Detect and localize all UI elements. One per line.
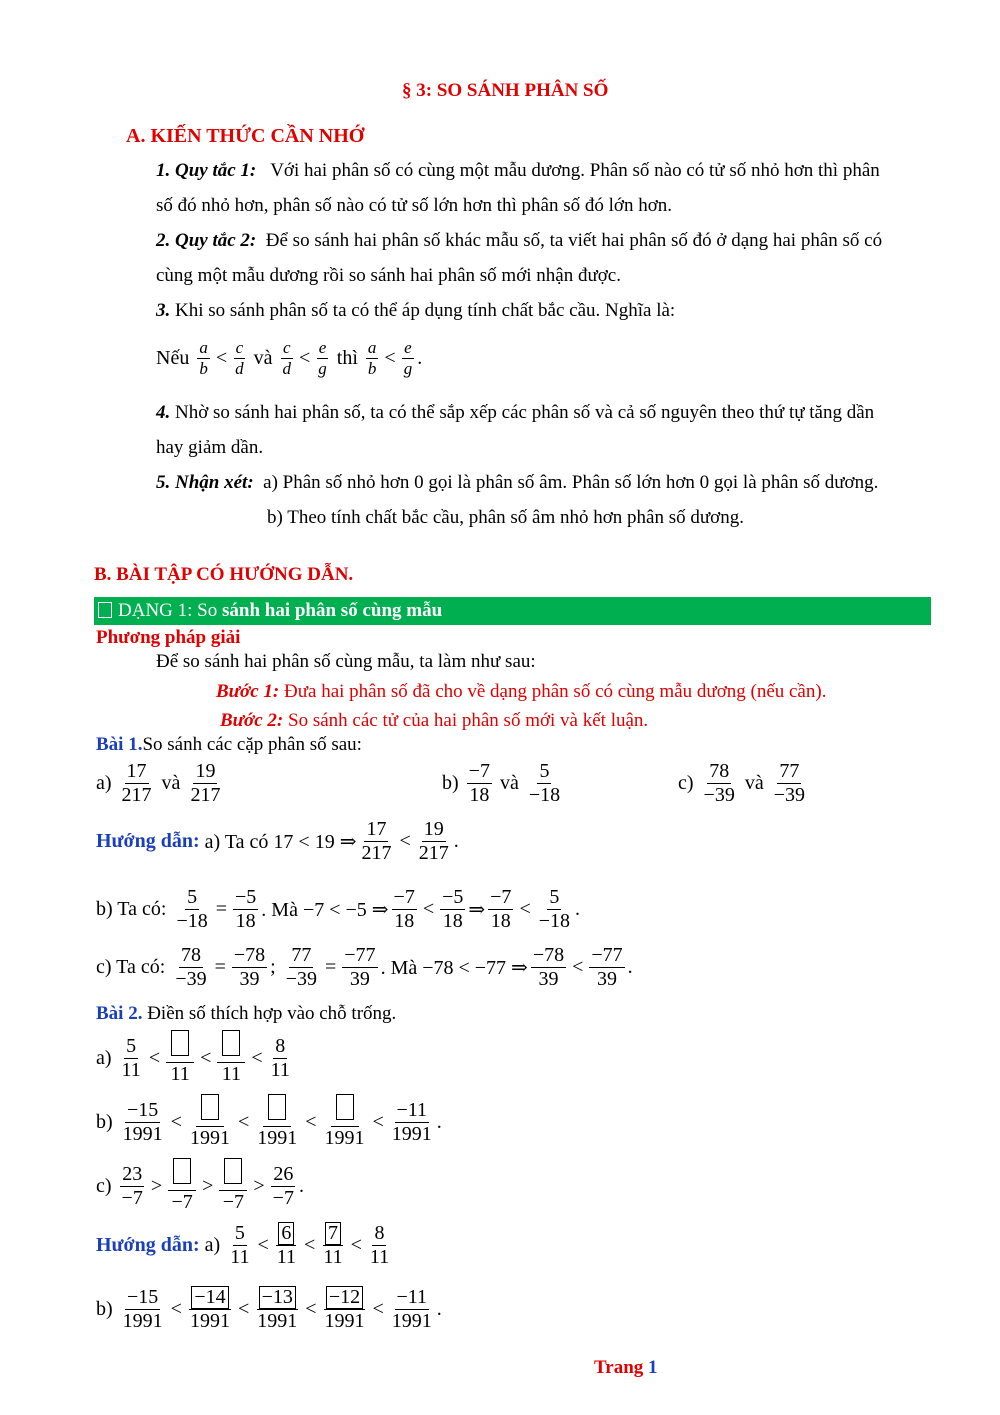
fraction: 17 217 <box>361 818 392 864</box>
formula-thi: thì <box>336 346 358 369</box>
page-title: § 3: SO SÁNH PHÂN SỐ <box>402 80 609 101</box>
blank-box[interactable] <box>201 1094 219 1120</box>
fraction: 26 −7 <box>272 1162 294 1209</box>
fraction: 17 217 <box>121 760 152 806</box>
fraction: −15 1991 <box>122 1098 163 1145</box>
bai2-a: a) 5 11 < 11 < 11 < 8 11 <box>96 1030 295 1086</box>
bai2-c: c) 23 −7 > −7 > −7 > 26 −7 . <box>96 1158 304 1214</box>
fraction: −7 18 <box>468 760 490 806</box>
fraction: −7 18 <box>490 886 512 932</box>
method-intro: Để so sánh hai phân số cùng mẫu, ta làm như sau: <box>156 651 536 672</box>
fraction-blank: −7 <box>219 1158 247 1214</box>
fraction-e-g: e g <box>318 338 327 378</box>
rule5-line1 <box>156 472 878 494</box>
fraction: $\frac{-78}{39}$ <box>233 944 266 990</box>
fraction: $\frac{-5}{18}$ <box>235 886 257 932</box>
fraction: $\frac{77}{-39}$ <box>285 944 317 990</box>
section-a-heading: A. KIẾN THỨC CẦN NHỚ <box>126 125 365 147</box>
rule1-text: Với hai phân số có cùng một mẫu dương. Phân số nào có tử số nhỏ hơn thì phân <box>270 160 880 181</box>
fraction-blank: 11 <box>217 1030 245 1086</box>
bai2-hd-label: Hướng dẫn: <box>96 1234 200 1256</box>
fraction: 77 −39 <box>773 760 805 806</box>
fraction-filled: −12 1991 <box>324 1286 365 1332</box>
step2 <box>220 710 648 732</box>
banner-bold: sánh hai phân số cùng mẫu <box>221 600 443 621</box>
fraction: −5 18 <box>442 886 464 932</box>
rule1-label: 1. Quy tắc 1: <box>156 160 257 181</box>
bai1-b: b) −7 18 và 5 −18 <box>442 760 561 806</box>
bai2-heading <box>96 1003 396 1025</box>
blank-box[interactable] <box>224 1158 242 1184</box>
blank-box[interactable] <box>268 1094 286 1120</box>
formula-va: và <box>253 346 273 369</box>
step1-text: Đưa hai phân số đã cho về dạng phân số có cùng mẫu dương (nếu cần). <box>284 681 827 702</box>
step1 <box>216 681 826 703</box>
step1-label: Bước 1: <box>216 681 280 702</box>
fraction-filled: 6 11 <box>276 1222 297 1268</box>
bai1-label: Bài 1. <box>96 734 143 755</box>
rule5-b: b) Theo tính chất bắc cầu, phân số âm nhỏ hơn phân số dương. <box>267 507 744 528</box>
formula-neu: Nếu <box>156 346 190 369</box>
fraction: 19 217 <box>418 818 449 864</box>
rule4-line1 <box>156 402 874 424</box>
fraction: 5 11 <box>121 1034 141 1081</box>
fraction: 78 −39 <box>703 760 735 806</box>
rule2-line1 <box>156 230 882 252</box>
fraction-blank: 1991 <box>188 1094 232 1150</box>
footer-trang: Trang <box>594 1357 644 1378</box>
fraction-filled: −13 1991 <box>257 1286 298 1332</box>
bai1-hd-b: b) Ta có: $\frac{5}{-18}$ = $\frac{-5}{18}$ . Mà −7 < −5 ⇒ −7 18 < −5 18 ⇒ −7 18 < 5 −18 . <box>96 886 580 932</box>
fraction: 5 −18 <box>528 760 561 806</box>
bai1-c: c) 78 −39 và 77 −39 <box>678 760 805 806</box>
bai2-hd-b: b) −15 1991 < −14 1991 < −13 1991 < −12 1991 < −11 1991 . <box>96 1286 442 1332</box>
fraction: $\frac{5}{-18}$ <box>176 886 208 932</box>
rule1-line2: số đó nhỏ hơn, phân số nào có tử số lớn hơn thì phân số đó lớn hơn. <box>156 195 672 216</box>
blank-box[interactable] <box>336 1094 354 1120</box>
checkbox-icon <box>98 602 112 618</box>
bai2-hd-a: Hướng dẫn: a) 5 11 < 6 11 < 7 11 < 8 11 <box>96 1222 390 1268</box>
rule2-line2: cùng một mẫu dương rồi so sánh hai phân số mới nhận được. <box>156 265 621 286</box>
fraction: −7 18 <box>393 886 415 932</box>
bai1-hd-label: Hướng dẫn: <box>96 830 200 852</box>
fraction: $\frac{78}{-39}$ <box>175 944 207 990</box>
bai2-text: Điền số thích hợp vào chỗ trống. <box>147 1003 397 1024</box>
page-footer <box>594 1357 658 1379</box>
rule4-line2: hay giảm dần. <box>156 437 264 458</box>
fraction-c-d: c d <box>235 338 244 378</box>
fraction-blank: 1991 <box>323 1094 367 1150</box>
bai2-label: Bài 2. <box>96 1003 143 1024</box>
fraction-filled: 7 11 <box>323 1222 343 1268</box>
rule5-label: 5. Nhận xét: <box>156 472 254 493</box>
dang1-banner <box>94 597 931 625</box>
rule4-text: Nhờ so sánh hai phân số, ta có thể sắp xếp các phân số và cả số nguyên theo thứ tự tăng dần <box>175 402 875 423</box>
page-number: 1 <box>648 1357 658 1378</box>
fraction: −11 1991 <box>391 1286 432 1332</box>
fraction: 19 217 <box>190 760 221 806</box>
rule5-a: a) Phân số nhỏ hơn 0 gọi là phân số âm. Phân số lớn hơn 0 gọi là phân số dương. <box>263 472 879 493</box>
rule1-line1 <box>156 160 880 182</box>
blank-box[interactable] <box>173 1158 191 1184</box>
rule3-text: Khi so sánh phân số ta có thể áp dụng tính chất bắc cầu. Nghĩa là: <box>175 300 676 321</box>
fraction: 8 11 <box>369 1222 390 1268</box>
bai2-b: b) −15 1991 < 1991 < 1991 < 1991 < −11 1991 . <box>96 1094 442 1150</box>
fraction-c-d-2: c d <box>282 338 291 378</box>
rule2-label: 2. Quy tắc 2: <box>156 230 257 251</box>
fraction-a-b: a b <box>199 338 208 378</box>
fraction: 23 −7 <box>121 1162 143 1209</box>
banner-prefix: DẠNG 1: So <box>118 600 222 621</box>
fraction: 8 11 <box>270 1034 290 1081</box>
section-b-heading: B. BÀI TẬP CÓ HƯỚNG DẪN. <box>94 564 354 585</box>
rule3-formula: Nếu a b < c d và c d < e g thì a b < e g . <box>156 338 423 378</box>
step2-label: Bước 2: <box>220 710 284 731</box>
blank-box[interactable] <box>222 1030 240 1056</box>
rule3-line <box>156 300 675 322</box>
fraction-blank: 1991 <box>255 1094 299 1150</box>
fraction: −11 1991 <box>391 1098 432 1145</box>
rule4-num: 4. <box>156 402 171 423</box>
fraction: $\frac{-77}{39}$ <box>344 944 376 990</box>
fraction: 5 11 <box>230 1222 250 1268</box>
fraction-a-b-2: a b <box>367 338 377 378</box>
rule3-num: 3. <box>156 300 171 321</box>
fraction-e-g-2: e g <box>403 338 413 378</box>
fraction: −15 1991 <box>122 1286 163 1332</box>
fraction-blank: 11 <box>166 1030 194 1086</box>
fraction: −78 39 <box>532 944 565 990</box>
bai1-a: a) 17 217 và 19 217 <box>96 760 221 806</box>
bai1-heading <box>96 734 362 756</box>
method-title: Phương pháp giải <box>96 627 241 648</box>
fraction-blank: −7 <box>168 1158 196 1214</box>
fraction: −77 39 <box>591 944 623 990</box>
fraction-filled: −14 1991 <box>189 1286 230 1332</box>
fraction: 5 −18 <box>538 886 570 932</box>
step2-text: So sánh các tử của hai phân số mới và kết luận. <box>288 710 649 731</box>
bai1-text: So sánh các cặp phân số sau: <box>142 734 362 755</box>
blank-box[interactable] <box>171 1030 189 1056</box>
bai1-hd-a: Hướng dẫn: a) Ta có 17 < 19 ⇒ 17 217 < 19 217 . <box>96 818 459 864</box>
bai1-hd-c: c) Ta có: $\frac{78}{-39}$ = $\frac{-78}{39}$ ; $\frac{77}{-39}$ = $\frac{-77}{39}$ . Mà −78 < −77 ⇒ −78 39 < −77 39 . <box>96 944 633 990</box>
rule2-text: Để so sánh hai phân số khác mẫu số, ta viết hai phân số đó ở dạng hai phân số có <box>265 230 883 251</box>
